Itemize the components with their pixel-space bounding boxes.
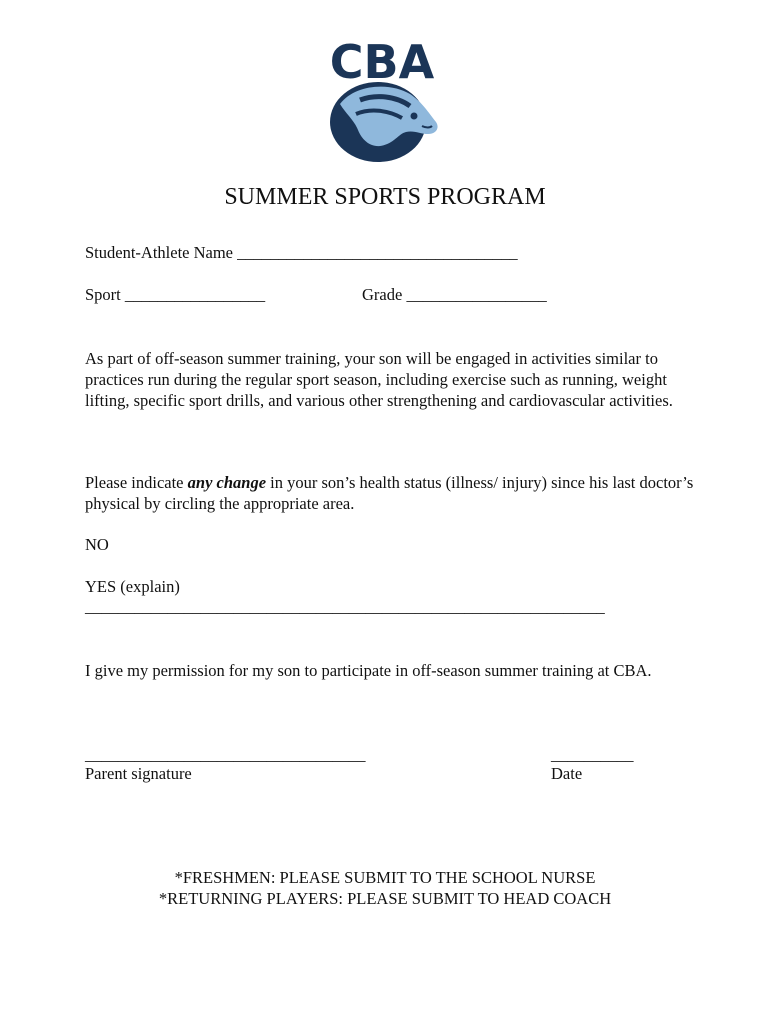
grade-field[interactable]: _________________ xyxy=(406,285,547,304)
page-title: SUMMER SPORTS PROGRAM xyxy=(224,184,546,210)
option-yes[interactable]: YES (explain) xyxy=(85,577,180,596)
health-status-text-end: in your son’s health status (illness/ injury) since his last doctor’s physical by circling the appropriate area. xyxy=(85,473,694,513)
student-name-row xyxy=(85,243,518,263)
grade-label: Grade xyxy=(362,285,403,304)
explain-field[interactable]: _______________________________________________________________ xyxy=(85,597,605,616)
health-status-text-start: Please indicate xyxy=(85,473,188,492)
student-name-field[interactable]: __________________________________ xyxy=(237,243,518,262)
date-field[interactable]: __________ xyxy=(551,745,634,764)
sport-label: Sport xyxy=(85,285,121,304)
training-paragraph: As part of off-season summer training, your son will be engaged in activities similar to practices run during the regular sport season, including exercise such as running, weight lifting, specific sport drills, and various other strengthening and cardiovascular activities. xyxy=(85,349,673,410)
cba-logo xyxy=(310,34,455,169)
student-name-label: Student-Athlete Name xyxy=(85,243,234,262)
freshmen-note: *FRESHMEN: PLEASE SUBMIT TO THE SCHOOL NURSE xyxy=(174,868,596,887)
sport-row xyxy=(85,285,265,305)
sport-field[interactable]: _________________ xyxy=(124,285,266,304)
any-change-emphasis: any change xyxy=(187,473,267,492)
health-status-paragraph xyxy=(85,472,695,514)
grade-row xyxy=(362,285,547,305)
parent-signature-label: Parent signature xyxy=(85,764,192,783)
horse-head-icon xyxy=(330,82,438,162)
option-no[interactable]: NO xyxy=(85,535,109,554)
logo-lettering: CBA xyxy=(329,35,435,89)
parent-signature-field[interactable]: __________________________________ xyxy=(85,745,366,764)
returning-players-note: *RETURNING PLAYERS: PLEASE SUBMIT TO HEAD COACH xyxy=(158,889,612,908)
permission-statement: I give my permission for my son to participate in off-season summer training at CBA. xyxy=(85,661,652,680)
date-label: Date xyxy=(551,764,583,783)
